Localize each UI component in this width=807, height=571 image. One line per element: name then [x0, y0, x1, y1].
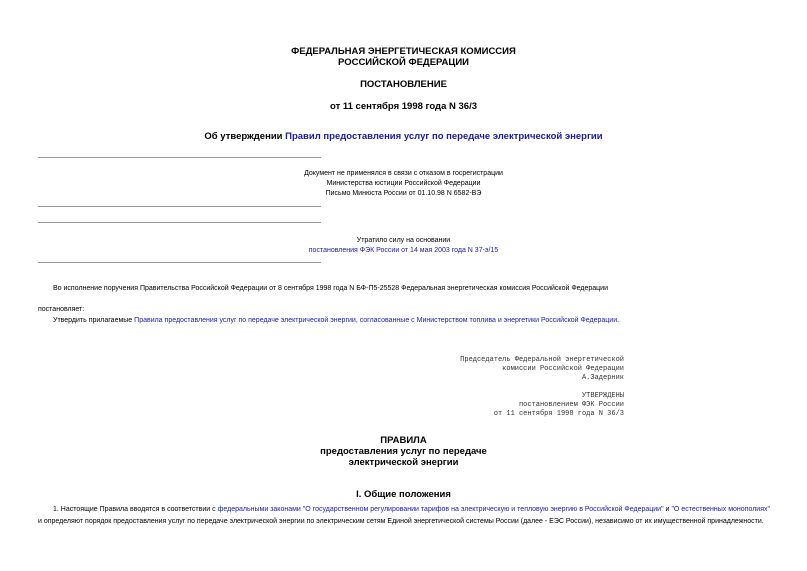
p1-text-a: 1. Настоящие Правила вводятся в соответствии с [53, 506, 218, 513]
approve-prefix: Утвердить прилагаемые [53, 317, 135, 324]
header-line-1: ФЕДЕРАЛЬНАЯ ЭНЕРГЕТИЧЕСКАЯ КОМИССИЯ [291, 46, 516, 57]
invalid-note-line-1: Утратило силу на основании [356, 237, 451, 244]
document-date-number: от 11 сентября 1998 года N 36/3 [330, 101, 477, 112]
subject-prefix: Об утверждении [204, 131, 286, 142]
rules-subtitle-line-2: электрической энергии [348, 457, 459, 468]
approved-line-3: от 11 сентября 1998 года N 36/3 [493, 410, 624, 418]
approve-suffix: . [617, 317, 620, 324]
monopolies-law-link[interactable]: "О естественных монополиях" [671, 506, 770, 513]
p1-text-b: и [663, 506, 672, 513]
approved-line-2: постановлением ФЭК России [518, 401, 624, 409]
approved-line-1: УТВЕРЖДЕНЫ [581, 392, 624, 400]
divider-4 [38, 262, 321, 263]
header-line-2: РОССИЙСКОЙ ФЕДЕРАЦИИ [337, 57, 469, 68]
registration-note-line-2: Министерства юстиции Российской Федерации [326, 180, 481, 187]
resolves-text: постановляет: [38, 306, 85, 313]
invalid-decree-link[interactable]: постановления ФЭК России от 14 мая 2003 года N 37-э/15 [308, 247, 499, 254]
rules-title: ПРАВИЛА [380, 435, 427, 446]
registration-note-line-3: Письмо Минюста России от 01.10.98 N 6582-ВЭ [325, 190, 482, 197]
tariff-law-link[interactable]: федеральными законами "О государственном регулировании тарифов на электрическую и тепловую энергию в Российской Федерации" [217, 506, 664, 513]
signature-line-2: комиссии Российской Федерации [502, 365, 624, 373]
divider-1 [38, 157, 321, 158]
divider-2 [38, 206, 321, 207]
section-1-paragraph-1 [38, 504, 770, 528]
approve-paragraph [53, 317, 619, 324]
subject-rules-link[interactable]: Правил предоставления услуг по передаче электрической энергии [285, 131, 603, 142]
approve-rules-link[interactable]: Правила предоставления услуг по передаче электрической энергии, согласованные с Министерством топлива и энергетики Российской Федерации [134, 317, 618, 324]
registration-note-line-1: Документ не применялся в связи с отказом в госрегистрации [304, 170, 503, 177]
preamble-text: Во исполнение поручения Правительства Российской Федерации от 8 сентября 1998 года N БФ-П5-25528 Федеральная энергетическая комиссия Российской Федерации [53, 285, 608, 292]
rules-subtitle-line-1: предоставления услуг по передаче [320, 446, 487, 457]
divider-3 [38, 222, 321, 223]
signature-name: А.Задерник [581, 374, 624, 382]
section-1-title: I. Общие положения [356, 489, 451, 500]
document-type: ПОСТАНОВЛЕНИЕ [360, 79, 447, 90]
signature-line-1: Председатель Федеральной энергетической [460, 356, 624, 364]
p1-text-c: и определяют порядок предоставления услуг по передаче электрической энергии по электрическим сетям Единой энергетической системы России (далее - ЕЭС России), независимо от их имущественной принадлежности. [38, 518, 764, 525]
document-subject [0, 131, 807, 142]
